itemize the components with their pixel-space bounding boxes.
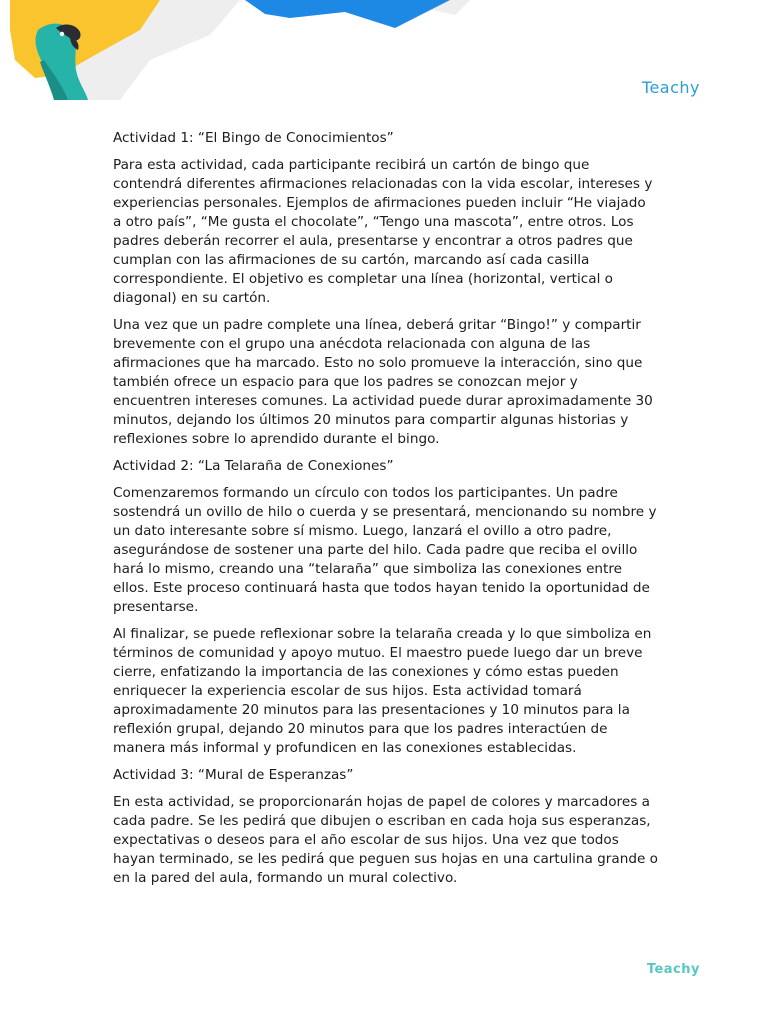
activity-1-description: Para esta actividad, cada participante recibirá un cartón de bingo que contendrá diferentes afirmaciones relacionadas con la vida escolar, intereses y experiencias personales. Ejemplos de afirmaciones pueden incluir “He viajado a otro país”, “Me gusta el chocolate”, “Tengo una mascota”, entre otros. Los padres deberán recorrer el aula, presentarse y encontrar a otros padres que cumplan con las afirmaciones de su cartón, marcando así cada casilla correspondiente. El objetivo es completar una línea (horizontal, vertical o diagonal) en su cartón. <box>113 157 653 306</box>
activity-3-heading: Actividad 3: “Mural de Esperanzas” <box>113 767 354 783</box>
activity-1-continuation: Una vez que un padre complete una línea, deberá gritar “Bingo!” y compartir brevemente con el grupo una anécdota relacionada con alguna de las afirmaciones que ha marcado. Esto no solo promueve la interacción, sino que también ofrece un espacio para que los padres se conozcan mejor y encuentren intereses comunes. La actividad puede durar aproximadamente 30 minutos, dejando los últimos 20 minutos para compartir algunas historias y reflexiones sobre lo aprendido durante el bingo. <box>113 317 653 447</box>
brand-logo-footer: Teachy <box>646 962 700 977</box>
activity-1-heading: Actividad 1: “El Bingo de Conocimientos” <box>113 130 394 146</box>
activity-2-description: Comenzaremos formando un círculo con todos los participantes. Un padre sostendrá un ovillo de hilo o cuerda y se presentará, mencionando su nombre y un dato interesante sobre sí mismo. Luego, lanzará el ovillo a otro padre, asegurándose de sostener una parte del hilo. Cada padre que reciba el ovillo hará lo mismo, creando una “telaraña” que simboliza las conexiones entre ellos. Este proceso continuará hasta que todos hayan tenido la oportunidad de presentarse. <box>113 485 657 615</box>
document-body <box>113 129 658 896</box>
brand-logo-header: Teachy <box>641 78 700 97</box>
activity-2-continuation: Al finalizar, se puede reflexionar sobre la telaraña creada y lo que simboliza en términos de comunidad y apoyo mutuo. El maestro puede luego dar un breve cierre, enfatizando la importancia de las conexiones y cómo estas pueden enriquecer la experiencia escolar de sus hijos. Esta actividad tomará aproximadamente 20 minutos para las presentaciones y 10 minutos para la reflexión grupal, dejando 20 minutos para que los padres interactúen de manera más informal y profundicen en las conexiones establecidas. <box>113 626 652 756</box>
blue-shape <box>245 0 450 28</box>
activity-3-description: En esta actividad, se proporcionarán hojas de papel de colores y marcadores a cada padre. Se les pedirá que dibujen o escriban en cada hoja sus esperanzas, expectativas o deseos para el año escolar de sus hijos. Una vez que todos hayan terminado, se les pedirá que peguen sus hojas en una cartulina grande o en la pared del aula, formando un mural colectivo. <box>113 794 658 886</box>
activity-2-heading: Actividad 2: “La Telaraña de Conexiones” <box>113 458 394 474</box>
